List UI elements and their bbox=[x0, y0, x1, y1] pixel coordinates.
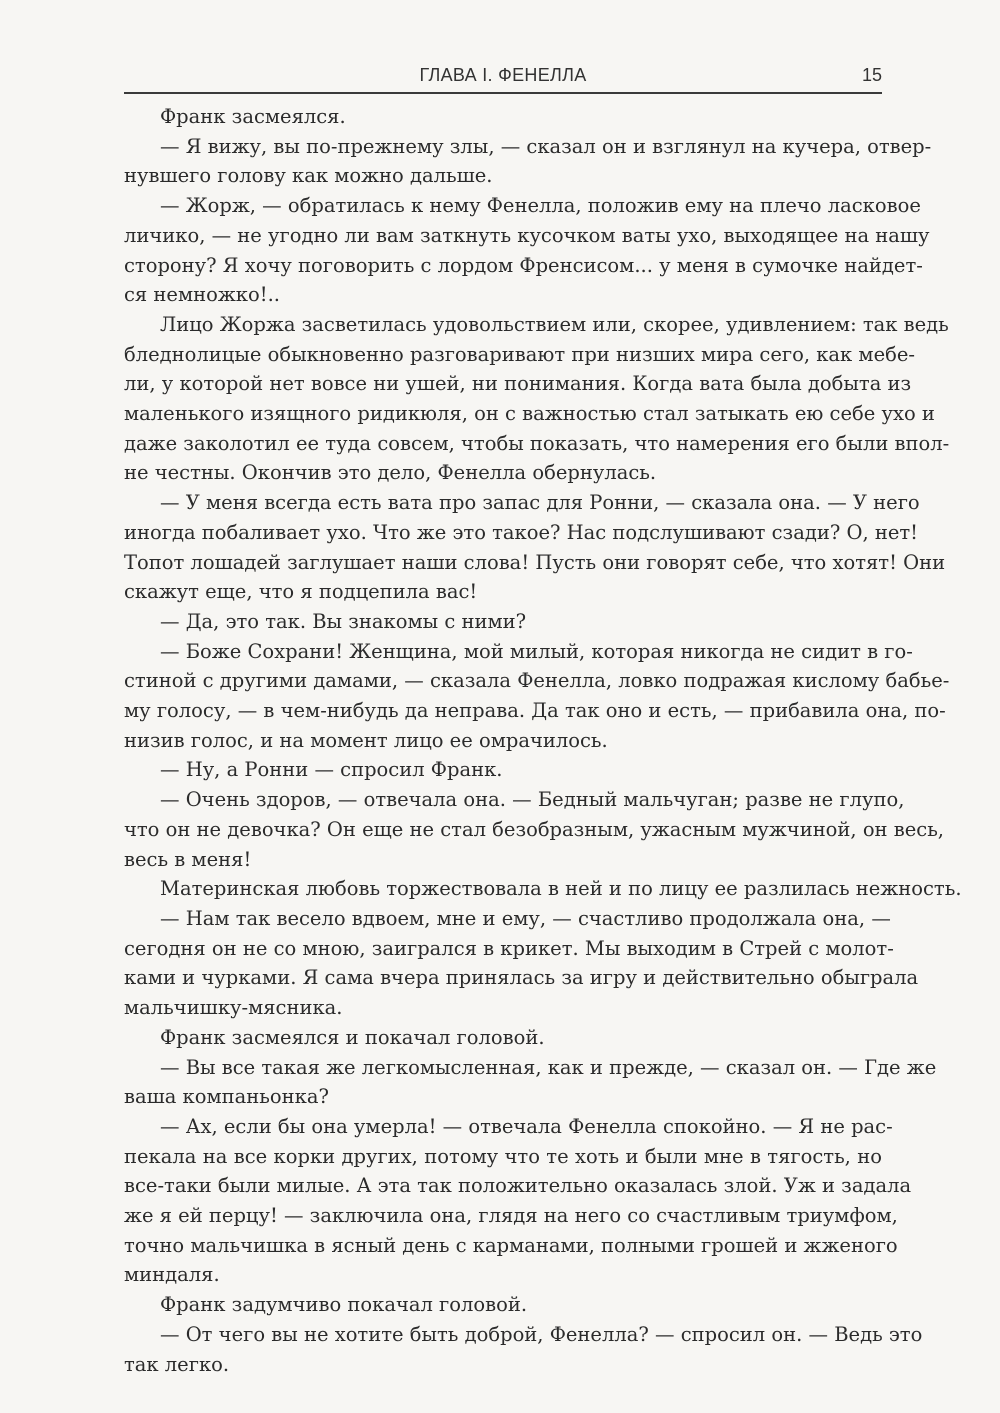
text-line: же я ей перцу! — заключила она, глядя на него со счастливым триумфом, bbox=[124, 1204, 898, 1228]
text-line: Лицо Жоржа засветилась удовольствием или, скорее, удивлением: так ведь bbox=[160, 312, 949, 336]
text-line: — Нам так весело вдвоем, мне и ему, — счастливо продолжала она, — bbox=[160, 906, 891, 930]
chapter-title: ГЛАВА I. ФЕНЕЛЛА bbox=[419, 65, 587, 85]
text-line: сторону? Я хочу поговорить с лордом Френсисом... у меня в сумочке найдет- bbox=[124, 253, 923, 277]
text-line: Топот лошадей заглушает наши слова! Пусть они говорят себе, что хотят! Они bbox=[124, 550, 946, 574]
running-head bbox=[124, 62, 882, 90]
text-line: весь в меня! bbox=[124, 847, 252, 871]
text-line: миндаля. bbox=[124, 1263, 220, 1287]
text-line: — Боже Сохрани! Женщина, мой милый, которая никогда не сидит в го- bbox=[160, 639, 913, 663]
text-line: Франк засмеялся и покачал головой. bbox=[160, 1025, 545, 1049]
text-line: Франк задумчиво покачал головой. bbox=[160, 1293, 528, 1317]
paragraph bbox=[124, 755, 882, 785]
text-line: — Вы все такая же легкомысленная, как и прежде, — сказал он. — Где же bbox=[160, 1055, 937, 1079]
text-line: — Жорж, — обратилась к нему Фенелла, положив ему на плечо ласковое bbox=[160, 194, 921, 218]
paragraph bbox=[124, 1290, 882, 1320]
text-line: не честны. Окончив это дело, Фенелла обернулась. bbox=[124, 461, 657, 485]
text-line: точно мальчишка в ясный день с карманами, полными грошей и жженого bbox=[124, 1233, 898, 1257]
paragraph bbox=[124, 102, 882, 132]
text-line: — Ах, если бы она умерла! — отвечала Фенелла спокойно. — Я не рас- bbox=[160, 1114, 893, 1138]
paragraph bbox=[124, 904, 919, 1023]
text-line: бледнолицые обыкновенно разговаривают при низших мира сего, как мебе- bbox=[124, 342, 916, 366]
text-line: нувшего голову как можно дальше. bbox=[124, 164, 493, 188]
header-rule bbox=[124, 92, 882, 94]
text-line: скажут еще, что я подцепила вас! bbox=[124, 580, 478, 604]
text-line: маленького изящного ридикюля, он с важностью стал затыкать ею себе ухо и bbox=[124, 402, 935, 426]
text-line: низив голос, и на момент лицо ее омрачилось. bbox=[124, 728, 608, 752]
text-line: что он не девочка? Он еще не стал безобразным, ужасным мужчиной, он весь, bbox=[124, 817, 945, 841]
paragraph bbox=[124, 1320, 923, 1379]
text-line: так легко. bbox=[124, 1352, 230, 1376]
paragraph bbox=[124, 637, 950, 756]
text-line: му голосу, — в чем-нибудь да неправа. Да так оно и есть, — прибавила она, по- bbox=[124, 699, 946, 723]
text-line: сегодня он не со мною, заигрался в крикет. Мы выходим в Стрей с молот- bbox=[124, 936, 894, 960]
text-line: личико, — не угодно ли вам заткнуть кусочком ваты ухо, выходящее на нашу bbox=[124, 223, 930, 247]
text-line: ся немножко!.. bbox=[124, 283, 280, 307]
text-line: ли, у которой нет вовсе ни ушей, ни понимания. Когда вата была добыта из bbox=[124, 372, 912, 396]
text-line: ваша компаньонка? bbox=[124, 1085, 329, 1109]
text-line: все-таки были милые. А эта так положительно оказалась злой. Уж и задала bbox=[124, 1174, 912, 1198]
text-line: — Ну, а Ронни — спросил Франк. bbox=[160, 758, 503, 782]
text-line: пекала на все корки других, потому что те хоть и были мне в тягость, но bbox=[124, 1144, 882, 1168]
text-line: стиной с другими дамами, — сказала Фенелла, ловко подражая кислому бабье- bbox=[124, 669, 950, 693]
page-number: 15 bbox=[861, 65, 882, 85]
paragraph bbox=[124, 607, 882, 637]
text-line: даже заколотил ее туда совсем, чтобы показать, что намерения его были впол- bbox=[124, 431, 950, 455]
paragraph bbox=[124, 1112, 912, 1290]
text-line: — Очень здоров, — отвечала она. — Бедный мальчуган; разве не глупо, bbox=[160, 788, 905, 812]
text-line: мальчишку-мясника. bbox=[124, 996, 343, 1020]
paragraph bbox=[124, 132, 932, 191]
text-line: — Да, это так. Вы знакомы с ними? bbox=[160, 609, 527, 633]
paragraph bbox=[124, 874, 962, 904]
text-line: — Я вижу, вы по-прежнему злы, — сказал он и взглянул на кучера, отвер- bbox=[160, 134, 932, 158]
text-line: ками и чурками. Я сама вчера принялась за игру и действительно обыграла bbox=[124, 966, 919, 990]
paragraph bbox=[124, 310, 950, 488]
paragraph bbox=[124, 1053, 937, 1112]
text-line: Материнская любовь торжествовала в ней и по лицу ее разлилась нежность. bbox=[160, 877, 962, 901]
body-text bbox=[124, 102, 962, 1379]
text-line: — От чего вы не хотите быть доброй, Фенелла? — спросил он. — Ведь это bbox=[160, 1322, 923, 1346]
paragraph bbox=[124, 488, 946, 607]
paragraph bbox=[124, 1023, 882, 1053]
text-line: иногда побаливает ухо. Что же это такое? Нас подслушивают сзади? О, нет! bbox=[124, 520, 919, 544]
text-line: Франк засмеялся. bbox=[160, 105, 346, 128]
text-line: — У меня всегда есть вата про запас для Ронни, — сказала она. — У него bbox=[160, 491, 920, 515]
paragraph bbox=[124, 785, 945, 874]
paragraph bbox=[124, 191, 930, 310]
